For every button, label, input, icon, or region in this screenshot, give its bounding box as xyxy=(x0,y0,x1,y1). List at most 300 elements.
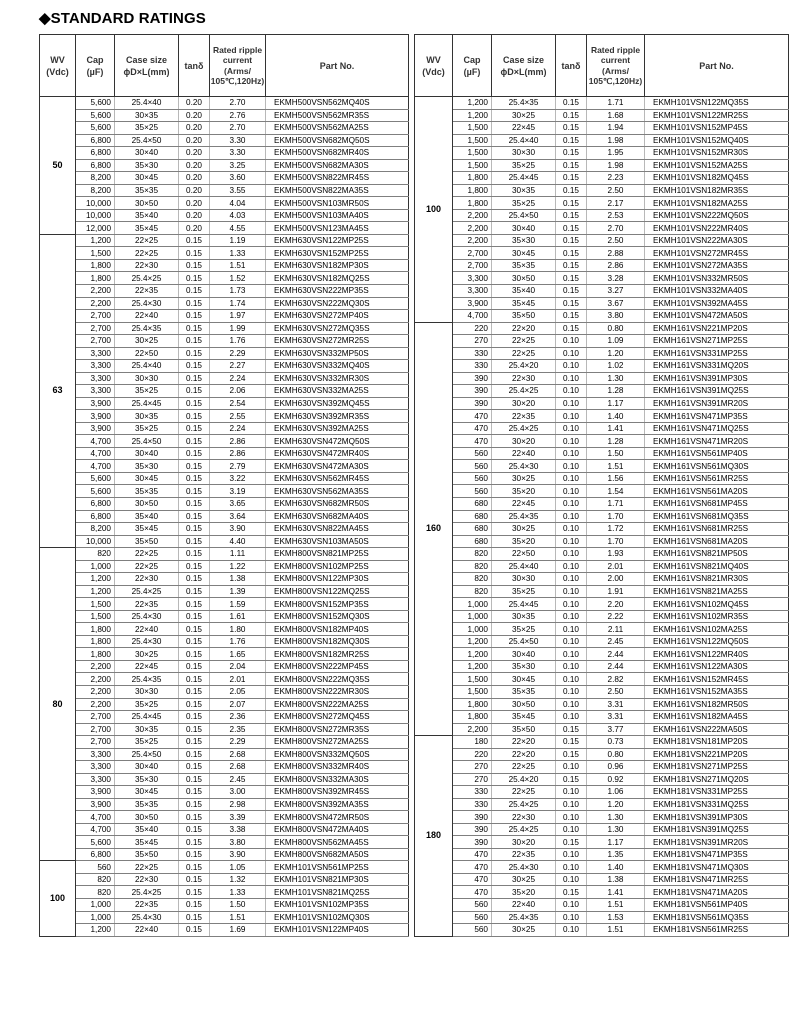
tan-delta-cell: 0.15 xyxy=(179,698,210,711)
tan-delta-cell: 0.15 xyxy=(179,660,210,673)
cap-cell: 680 xyxy=(453,510,492,523)
cap-cell: 560 xyxy=(76,861,115,874)
tan-delta-cell: 0.20 xyxy=(179,109,210,122)
part-no-cell: EKMH800VSN122MQ25S xyxy=(266,585,409,598)
table-row xyxy=(40,798,409,811)
case-size-cell: 22×40 xyxy=(492,899,556,912)
case-size-cell: 30×25 xyxy=(492,523,556,536)
tan-delta-cell: 0.20 xyxy=(179,184,210,197)
cap-cell: 560 xyxy=(453,460,492,473)
tan-delta-cell: 0.10 xyxy=(556,560,587,573)
part-no-cell: EKMH630VSN332MP50S xyxy=(266,347,409,360)
cap-cell: 4,700 xyxy=(76,823,115,836)
cap-cell: 1,800 xyxy=(453,698,492,711)
part-no-cell: EKMH161VSN152MA35S xyxy=(645,685,789,698)
table-row xyxy=(40,485,409,498)
cap-cell: 1,800 xyxy=(76,648,115,661)
case-size-cell: 25.4×35 xyxy=(115,673,179,686)
tan-delta-cell: 0.10 xyxy=(556,335,587,348)
ripple-cell: 2.50 xyxy=(587,685,645,698)
case-size-cell: 25.4×30 xyxy=(492,861,556,874)
case-size-cell: 22×25 xyxy=(115,234,179,247)
table-row xyxy=(415,811,789,824)
case-size-cell: 30×25 xyxy=(492,924,556,937)
part-no-cell: EKMH630VSN472MQ50S xyxy=(266,435,409,448)
tan-delta-cell: 0.20 xyxy=(179,97,210,110)
case-size-cell: 30×25 xyxy=(492,472,556,485)
header-case-size: Case size ϕD×L(mm) xyxy=(115,35,179,97)
case-size-cell: 35×25 xyxy=(492,159,556,172)
tan-delta-cell: 0.15 xyxy=(179,723,210,736)
cap-cell: 3,900 xyxy=(76,410,115,423)
table-row xyxy=(40,385,409,398)
tan-delta-cell: 0.15 xyxy=(556,259,587,272)
table-row xyxy=(415,836,789,849)
tan-delta-cell: 0.10 xyxy=(556,635,587,648)
tan-delta-cell: 0.15 xyxy=(179,648,210,661)
case-size-cell: 22×25 xyxy=(492,786,556,799)
cap-cell: 3,300 xyxy=(76,748,115,761)
table-row xyxy=(415,510,789,523)
tan-delta-cell: 0.15 xyxy=(179,284,210,297)
part-no-cell: EKMH630VSN122MP25S xyxy=(266,234,409,247)
cap-cell: 1,500 xyxy=(453,122,492,135)
case-size-cell: 30×45 xyxy=(115,172,179,185)
ripple-cell: 1.51 xyxy=(587,899,645,912)
ripple-cell: 3.38 xyxy=(210,823,266,836)
part-no-cell: EKMH101VSN122MQ35S xyxy=(645,97,789,110)
cap-cell: 1,800 xyxy=(76,635,115,648)
ripple-cell: 2.29 xyxy=(210,347,266,360)
cap-cell: 3,300 xyxy=(76,773,115,786)
part-no-cell: EKMH800VSN272MQ45S xyxy=(266,711,409,724)
part-no-cell: EKMH630VSN562MA35S xyxy=(266,485,409,498)
table-row xyxy=(415,535,789,548)
table-row xyxy=(40,322,409,335)
cap-cell: 2,200 xyxy=(76,660,115,673)
case-size-cell: 35×35 xyxy=(492,259,556,272)
case-size-cell: 22×45 xyxy=(492,122,556,135)
ripple-cell: 1.19 xyxy=(210,234,266,247)
part-no-cell: EKMH630VSN152MP25S xyxy=(266,247,409,260)
ripple-cell: 2.36 xyxy=(210,711,266,724)
part-no-cell: EKMH630VSN472MA30S xyxy=(266,460,409,473)
table-row xyxy=(415,197,789,210)
tan-delta-cell: 0.15 xyxy=(179,573,210,586)
cap-cell: 12,000 xyxy=(76,222,115,235)
ripple-cell: 2.01 xyxy=(587,560,645,573)
cap-cell: 10,000 xyxy=(76,197,115,210)
ripple-cell: 4.04 xyxy=(210,197,266,210)
part-no-cell: EKMH800VSN222MR30S xyxy=(266,685,409,698)
ripple-cell: 4.55 xyxy=(210,222,266,235)
part-no-cell: EKMH800VSN332MA30S xyxy=(266,773,409,786)
cap-cell: 6,800 xyxy=(76,134,115,147)
cap-cell: 330 xyxy=(453,347,492,360)
cap-cell: 2,200 xyxy=(453,234,492,247)
ripple-cell: 1.40 xyxy=(587,861,645,874)
ripple-cell: 2.23 xyxy=(587,172,645,185)
table-row xyxy=(40,886,409,899)
part-no-cell: EKMH181VSN471MP35S xyxy=(645,848,789,861)
table-row xyxy=(415,523,789,536)
tan-delta-cell: 0.15 xyxy=(179,585,210,598)
part-no-cell: EKMH161VSN681MP45S xyxy=(645,498,789,511)
ripple-cell: 2.35 xyxy=(210,723,266,736)
cap-cell: 560 xyxy=(453,924,492,937)
tan-delta-cell: 0.15 xyxy=(556,159,587,172)
ratings-table-left xyxy=(39,34,409,937)
ripple-cell: 1.56 xyxy=(587,472,645,485)
ripple-cell: 1.20 xyxy=(587,347,645,360)
ripple-cell: 1.72 xyxy=(587,523,645,536)
tan-delta-cell: 0.10 xyxy=(556,447,587,460)
ripple-cell: 3.90 xyxy=(210,523,266,536)
part-no-cell: EKMH800VSN182MQ30S xyxy=(266,635,409,648)
header-tan-delta: tanδ xyxy=(179,35,210,97)
ripple-cell: 1.41 xyxy=(587,886,645,899)
case-size-cell: 35×40 xyxy=(115,209,179,222)
tan-delta-cell: 0.15 xyxy=(179,673,210,686)
tan-delta-cell: 0.15 xyxy=(179,435,210,448)
table-row xyxy=(415,899,789,912)
tan-delta-cell: 0.15 xyxy=(556,247,587,260)
table-row xyxy=(40,660,409,673)
case-size-cell: 22×35 xyxy=(115,899,179,912)
part-no-cell: EKMH161VSN471MQ25S xyxy=(645,422,789,435)
tan-delta-cell: 0.20 xyxy=(179,134,210,147)
case-size-cell: 25.4×25 xyxy=(492,385,556,398)
table-row xyxy=(40,234,409,247)
header-ripple-current: Rated ripple current (Arms/ 105℃,120Hz) xyxy=(210,35,266,97)
ripple-cell: 1.11 xyxy=(210,548,266,561)
case-size-cell: 30×50 xyxy=(492,272,556,285)
tan-delta-cell: 0.15 xyxy=(556,234,587,247)
ripple-cell: 2.86 xyxy=(210,435,266,448)
tan-delta-cell: 0.20 xyxy=(179,159,210,172)
cap-cell: 1,200 xyxy=(76,234,115,247)
tan-delta-cell: 0.15 xyxy=(556,209,587,222)
part-no-cell: EKMH161VSN821MP50S xyxy=(645,548,789,561)
case-size-cell: 35×45 xyxy=(115,523,179,536)
part-no-cell: EKMH630VSN682MR50S xyxy=(266,498,409,511)
part-no-cell: EKMH630VSN332MR30S xyxy=(266,372,409,385)
ripple-cell: 2.53 xyxy=(587,209,645,222)
ripple-cell: 2.98 xyxy=(210,798,266,811)
ripple-cell: 2.70 xyxy=(210,97,266,110)
part-no-cell: EKMH161VSN102MQ45S xyxy=(645,598,789,611)
part-no-cell: EKMH101VSN821MP30S xyxy=(266,873,409,886)
cap-cell: 1,000 xyxy=(76,911,115,924)
tan-delta-cell: 0.15 xyxy=(179,234,210,247)
tan-delta-cell: 0.15 xyxy=(179,310,210,323)
case-size-cell: 35×45 xyxy=(115,222,179,235)
ripple-cell: 1.76 xyxy=(210,335,266,348)
table-row xyxy=(40,222,409,235)
ripple-cell: 1.97 xyxy=(210,310,266,323)
table-row xyxy=(40,861,409,874)
tan-delta-cell: 0.15 xyxy=(179,322,210,335)
tan-delta-cell: 0.15 xyxy=(179,523,210,536)
case-size-cell: 25.4×20 xyxy=(492,773,556,786)
ripple-cell: 1.33 xyxy=(210,247,266,260)
ripple-cell: 1.17 xyxy=(587,836,645,849)
tan-delta-cell: 0.15 xyxy=(179,410,210,423)
table-row xyxy=(415,873,789,886)
case-size-cell: 30×40 xyxy=(115,147,179,160)
table-row xyxy=(415,335,789,348)
tan-delta-cell: 0.10 xyxy=(556,498,587,511)
ripple-cell: 1.51 xyxy=(587,460,645,473)
case-size-cell: 35×30 xyxy=(492,660,556,673)
cap-cell: 470 xyxy=(453,422,492,435)
header-tan-delta: tanδ xyxy=(556,35,587,97)
part-no-cell: EKMH101VSN222MA30S xyxy=(645,234,789,247)
part-no-cell: EKMH630VSN272MP40S xyxy=(266,310,409,323)
table-row xyxy=(40,197,409,210)
case-size-cell: 25.4×50 xyxy=(492,209,556,222)
cap-cell: 2,200 xyxy=(76,685,115,698)
table-row xyxy=(415,723,789,736)
tan-delta-cell: 0.10 xyxy=(556,698,587,711)
case-size-cell: 30×35 xyxy=(115,109,179,122)
case-size-cell: 35×30 xyxy=(115,773,179,786)
ripple-cell: 1.99 xyxy=(210,322,266,335)
tan-delta-cell: 0.15 xyxy=(179,372,210,385)
part-no-cell: EKMH181VSN561MR25S xyxy=(645,924,789,937)
cap-cell: 2,200 xyxy=(76,673,115,686)
case-size-cell: 35×45 xyxy=(492,711,556,724)
case-size-cell: 35×40 xyxy=(115,510,179,523)
part-no-cell: EKMH630VSN392MR35S xyxy=(266,410,409,423)
case-size-cell: 35×20 xyxy=(492,535,556,548)
tan-delta-cell: 0.15 xyxy=(179,397,210,410)
part-no-cell: EKMH101VSN222MQ50S xyxy=(645,209,789,222)
ripple-cell: 3.65 xyxy=(210,498,266,511)
part-no-cell: EKMH181VSN331MP25S xyxy=(645,786,789,799)
cap-cell: 1,500 xyxy=(453,159,492,172)
part-no-cell: EKMH500VSN822MA35S xyxy=(266,184,409,197)
table-row xyxy=(40,272,409,285)
case-size-cell: 35×50 xyxy=(492,723,556,736)
part-no-cell: EKMH181VSN471MA20S xyxy=(645,886,789,899)
table-row xyxy=(415,97,789,110)
cap-cell: 1,800 xyxy=(453,197,492,210)
ripple-cell: 3.64 xyxy=(210,510,266,523)
tan-delta-cell: 0.15 xyxy=(556,197,587,210)
tan-delta-cell: 0.15 xyxy=(179,761,210,774)
part-no-cell: EKMH161VSN681MR25S xyxy=(645,523,789,536)
ripple-cell: 1.30 xyxy=(587,372,645,385)
table-row xyxy=(415,673,789,686)
tan-delta-cell: 0.15 xyxy=(556,723,587,736)
table-row xyxy=(415,209,789,222)
tan-delta-cell: 0.20 xyxy=(179,147,210,160)
part-no-cell: EKMH101VSN152MR30S xyxy=(645,147,789,160)
ripple-cell: 2.70 xyxy=(587,222,645,235)
ripple-cell: 1.20 xyxy=(587,798,645,811)
case-size-cell: 35×50 xyxy=(115,535,179,548)
part-no-cell: EKMH630VSN222MP35S xyxy=(266,284,409,297)
cap-cell: 180 xyxy=(453,736,492,749)
ripple-cell: 2.01 xyxy=(210,673,266,686)
ripple-cell: 2.07 xyxy=(210,698,266,711)
cap-cell: 2,200 xyxy=(453,723,492,736)
ripple-cell: 1.38 xyxy=(587,873,645,886)
table-row xyxy=(40,836,409,849)
ripple-cell: 3.31 xyxy=(587,698,645,711)
cap-cell: 1,500 xyxy=(76,247,115,260)
tan-delta-cell: 0.15 xyxy=(556,222,587,235)
case-size-cell: 22×40 xyxy=(115,310,179,323)
cap-cell: 220 xyxy=(453,322,492,335)
part-no-cell: EKMH181VSN561MQ35S xyxy=(645,911,789,924)
table-row xyxy=(415,548,789,561)
cap-cell: 820 xyxy=(76,548,115,561)
table-row xyxy=(415,447,789,460)
table-row xyxy=(40,310,409,323)
ripple-cell: 1.32 xyxy=(210,873,266,886)
tan-delta-cell: 0.15 xyxy=(179,899,210,912)
cap-cell: 1,800 xyxy=(76,259,115,272)
part-no-cell: EKMH630VSN562MR45S xyxy=(266,472,409,485)
part-no-cell: EKMH800VSN392MR45S xyxy=(266,786,409,799)
cap-cell: 270 xyxy=(453,773,492,786)
header-cap: Cap (µF) xyxy=(453,35,492,97)
table-row xyxy=(40,535,409,548)
table-row xyxy=(40,698,409,711)
ripple-cell: 1.51 xyxy=(587,924,645,937)
cap-cell: 6,800 xyxy=(76,498,115,511)
part-no-cell: EKMH101VSN821MQ25S xyxy=(266,886,409,899)
ripple-cell: 2.27 xyxy=(210,360,266,373)
tan-delta-cell: 0.15 xyxy=(556,272,587,285)
case-size-cell: 22×30 xyxy=(492,811,556,824)
tan-delta-cell: 0.15 xyxy=(179,548,210,561)
tan-delta-cell: 0.10 xyxy=(556,535,587,548)
tan-delta-cell: 0.15 xyxy=(179,886,210,899)
case-size-cell: 22×45 xyxy=(115,660,179,673)
case-size-cell: 22×30 xyxy=(115,573,179,586)
tan-delta-cell: 0.15 xyxy=(179,873,210,886)
cap-cell: 820 xyxy=(453,560,492,573)
tan-delta-cell: 0.10 xyxy=(556,786,587,799)
part-no-cell: EKMH500VSN562MR35S xyxy=(266,109,409,122)
table-row xyxy=(40,523,409,536)
case-size-cell: 22×25 xyxy=(492,761,556,774)
table-row xyxy=(40,97,409,110)
part-no-cell: EKMH181VSN561MP40S xyxy=(645,899,789,912)
cap-cell: 4,700 xyxy=(76,811,115,824)
table-header-row xyxy=(40,35,409,97)
tan-delta-cell: 0.15 xyxy=(556,736,587,749)
part-no-cell: EKMH181VSN471MR25S xyxy=(645,873,789,886)
part-no-cell: EKMH181VSN391MQ25S xyxy=(645,823,789,836)
table-row xyxy=(40,472,409,485)
part-no-cell: EKMH101VSN122MR25S xyxy=(645,109,789,122)
part-no-cell: EKMH800VSN182MP40S xyxy=(266,623,409,636)
case-size-cell: 35×25 xyxy=(492,623,556,636)
part-no-cell: EKMH800VSN682MA50S xyxy=(266,848,409,861)
case-size-cell: 22×25 xyxy=(115,861,179,874)
case-size-cell: 22×20 xyxy=(492,736,556,749)
ripple-cell: 2.22 xyxy=(587,610,645,623)
cap-cell: 1,800 xyxy=(76,272,115,285)
ripple-cell: 0.80 xyxy=(587,748,645,761)
case-size-cell: 25.4×45 xyxy=(492,172,556,185)
tan-delta-cell: 0.10 xyxy=(556,372,587,385)
table-row xyxy=(415,397,789,410)
ripple-cell: 2.44 xyxy=(587,648,645,661)
table-row xyxy=(40,172,409,185)
ripple-cell: 4.03 xyxy=(210,209,266,222)
cap-cell: 10,000 xyxy=(76,209,115,222)
ripple-cell: 0.96 xyxy=(587,761,645,774)
table-row xyxy=(415,422,789,435)
cap-cell: 390 xyxy=(453,385,492,398)
ripple-cell: 2.55 xyxy=(210,410,266,423)
cap-cell: 3,900 xyxy=(76,786,115,799)
ripple-cell: 3.80 xyxy=(587,310,645,323)
case-size-cell: 35×30 xyxy=(115,460,179,473)
cap-cell: 4,700 xyxy=(76,435,115,448)
case-size-cell: 22×25 xyxy=(115,247,179,260)
tan-delta-cell: 0.10 xyxy=(556,848,587,861)
case-size-cell: 35×35 xyxy=(115,184,179,197)
table-row xyxy=(415,635,789,648)
table-row xyxy=(415,234,789,247)
ripple-cell: 1.80 xyxy=(210,623,266,636)
tan-delta-cell: 0.20 xyxy=(179,122,210,135)
ripple-cell: 1.73 xyxy=(210,284,266,297)
case-size-cell: 30×25 xyxy=(492,109,556,122)
cap-cell: 3,900 xyxy=(76,397,115,410)
tan-delta-cell: 0.10 xyxy=(556,911,587,924)
table-row xyxy=(40,648,409,661)
tan-delta-cell: 0.10 xyxy=(556,523,587,536)
table-row xyxy=(40,848,409,861)
case-size-cell: 30×25 xyxy=(115,335,179,348)
ripple-cell: 2.17 xyxy=(587,197,645,210)
case-size-cell: 25.4×30 xyxy=(115,911,179,924)
ripple-cell: 3.39 xyxy=(210,811,266,824)
part-no-cell: EKMH101VSN152MP45S xyxy=(645,122,789,135)
table-row xyxy=(40,685,409,698)
case-size-cell: 22×50 xyxy=(492,548,556,561)
cap-cell: 390 xyxy=(453,397,492,410)
ripple-cell: 3.55 xyxy=(210,184,266,197)
table-row xyxy=(40,297,409,310)
table-row xyxy=(40,736,409,749)
part-no-cell: EKMH161VSN222MA50S xyxy=(645,723,789,736)
case-size-cell: 22×40 xyxy=(115,924,179,937)
table-row xyxy=(40,422,409,435)
ripple-cell: 2.05 xyxy=(210,685,266,698)
cap-cell: 3,900 xyxy=(453,297,492,310)
tan-delta-cell: 0.10 xyxy=(556,685,587,698)
case-size-cell: 30×45 xyxy=(115,786,179,799)
table-row xyxy=(40,397,409,410)
part-no-cell: EKMH161VSN821MA25S xyxy=(645,585,789,598)
cap-cell: 390 xyxy=(453,372,492,385)
case-size-cell: 30×30 xyxy=(492,147,556,160)
table-row xyxy=(40,548,409,561)
tan-delta-cell: 0.15 xyxy=(179,623,210,636)
cap-cell: 270 xyxy=(453,335,492,348)
table-row xyxy=(415,184,789,197)
ripple-cell: 3.31 xyxy=(587,711,645,724)
ripple-cell: 3.30 xyxy=(210,134,266,147)
